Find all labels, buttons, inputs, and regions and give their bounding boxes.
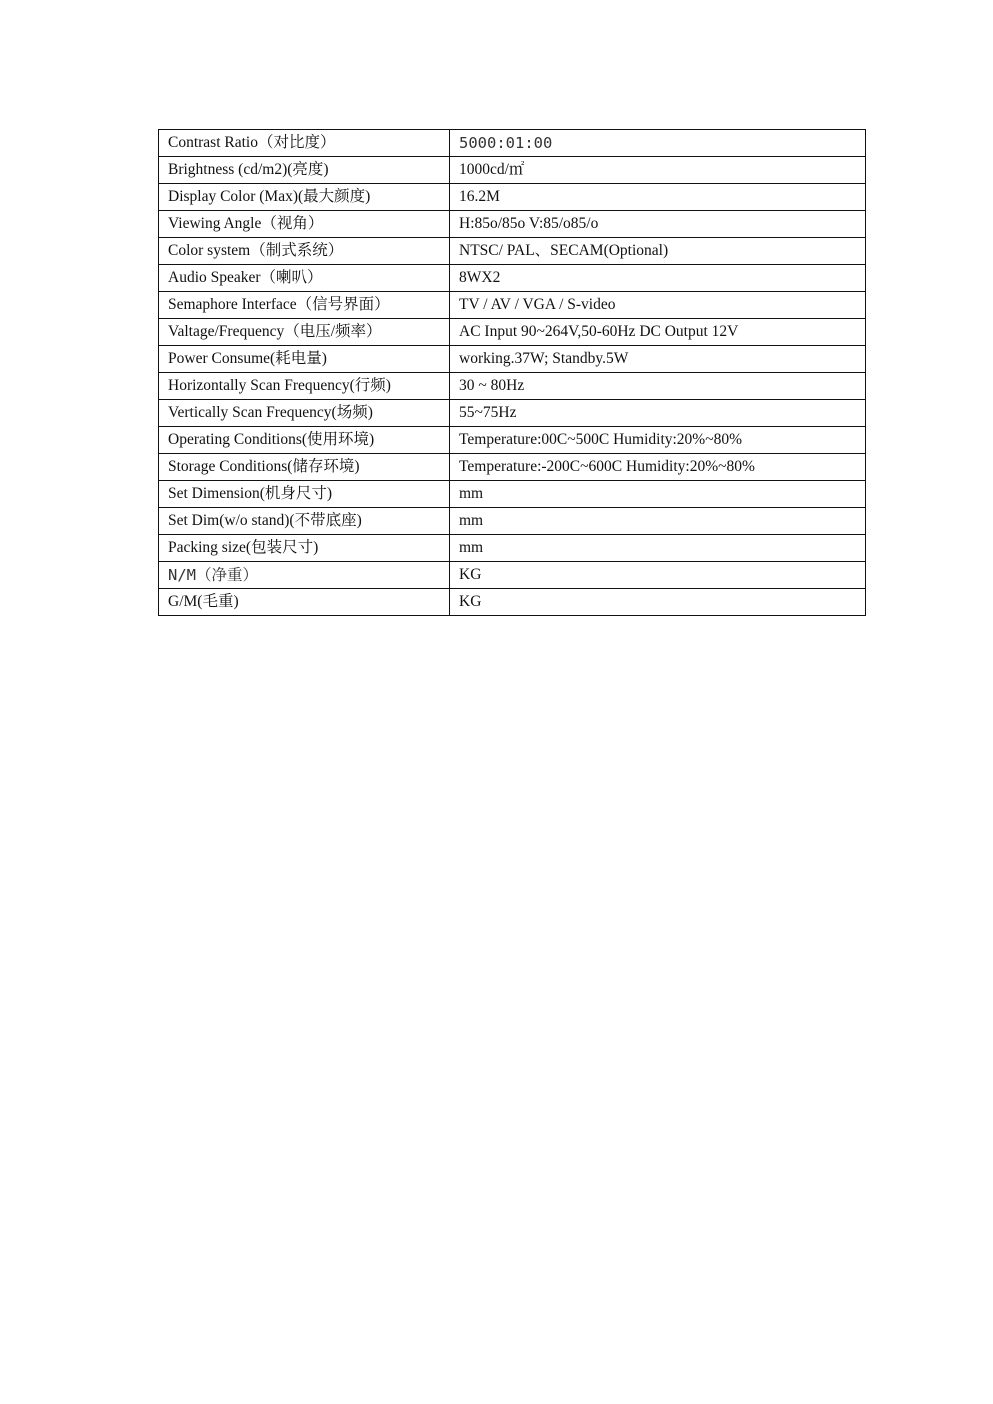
spec-value: mm	[450, 481, 866, 508]
spec-value: mm	[450, 508, 866, 535]
spec-value: H:85o/85o V:85/o85/o	[450, 211, 866, 238]
spec-value: 1000cd/㎡	[450, 157, 866, 184]
spec-value: mm	[450, 535, 866, 562]
table-row	[159, 427, 866, 454]
spec-value: 5000:01:00	[450, 130, 866, 157]
spec-label: Storage Conditions(储存环境)	[159, 454, 450, 481]
spec-label: Vertically Scan Frequency(场频)	[159, 400, 450, 427]
spec-label: Valtage/Frequency（电压/频率）	[159, 319, 450, 346]
spec-label: Operating Conditions(使用环境)	[159, 427, 450, 454]
spec-value: Temperature:00C~500C Humidity:20%~80%	[450, 427, 866, 454]
table-row	[159, 130, 866, 157]
spec-value: AC Input 90~264V,50-60Hz DC Output 12V	[450, 319, 866, 346]
table-row	[159, 373, 866, 400]
spec-value: Temperature:-200C~600C Humidity:20%~80%	[450, 454, 866, 481]
table-row	[159, 400, 866, 427]
spec-label: Color system（制式系统）	[159, 238, 450, 265]
spec-label: Semaphore Interface（信号界面）	[159, 292, 450, 319]
spec-label: G/M(毛重)	[159, 589, 450, 616]
table-row	[159, 589, 866, 616]
table-row	[159, 562, 866, 589]
spec-value: KG	[450, 589, 866, 616]
spec-label: Contrast Ratio（对比度）	[159, 130, 450, 157]
table-row	[159, 508, 866, 535]
spec-label: Set Dim(w/o stand)(不带底座)	[159, 508, 450, 535]
table-row	[159, 454, 866, 481]
spec-value: 55~75Hz	[450, 400, 866, 427]
spec-value: 8WX2	[450, 265, 866, 292]
table-row	[159, 238, 866, 265]
spec-value: TV / AV / VGA / S-video	[450, 292, 866, 319]
spec-label: Power Consume(耗电量)	[159, 346, 450, 373]
spec-label: Audio Speaker（喇叭）	[159, 265, 450, 292]
table-row	[159, 157, 866, 184]
spec-value: NTSC/ PAL、SECAM(Optional)	[450, 238, 866, 265]
table-row	[159, 346, 866, 373]
table-row	[159, 265, 866, 292]
spec-label: Horizontally Scan Frequency(行频)	[159, 373, 450, 400]
table-row	[159, 184, 866, 211]
spec-value: 30 ~ 80Hz	[450, 373, 866, 400]
spec-value: KG	[450, 562, 866, 589]
spec-label: Brightness (cd/m2)(亮度)	[159, 157, 450, 184]
table-row	[159, 481, 866, 508]
table-row	[159, 319, 866, 346]
table-row	[159, 292, 866, 319]
spec-table	[158, 129, 866, 616]
spec-value: working.37W; Standby.5W	[450, 346, 866, 373]
spec-label: Display Color (Max)(最大颜度)	[159, 184, 450, 211]
spec-label: N/M（净重）	[159, 562, 450, 589]
spec-value: 16.2M	[450, 184, 866, 211]
spec-label: Packing size(包装尺寸)	[159, 535, 450, 562]
table-row	[159, 211, 866, 238]
spec-label: Viewing Angle（视角）	[159, 211, 450, 238]
table-row	[159, 535, 866, 562]
spec-label: Set Dimension(机身尺寸)	[159, 481, 450, 508]
